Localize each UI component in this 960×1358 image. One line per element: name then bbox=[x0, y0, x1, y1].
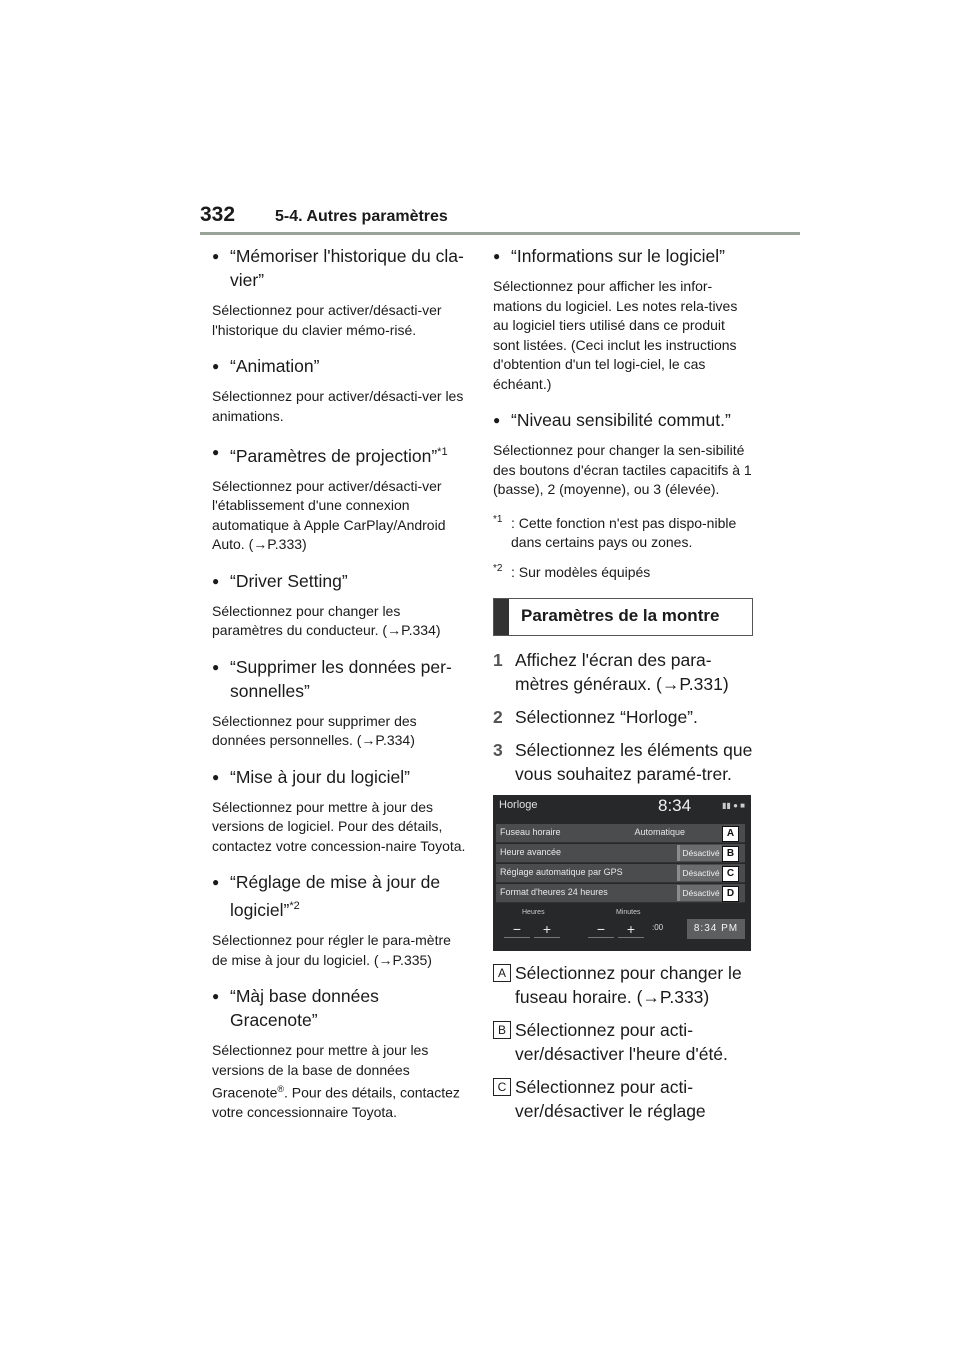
row-24h-format[interactable]: Format d'heures 24 heures Désactivé bbox=[496, 884, 745, 903]
minutes-label: Minutes bbox=[616, 909, 641, 916]
screen-clock: 8:34 bbox=[658, 796, 692, 815]
time-adjust-bar bbox=[496, 909, 748, 949]
footnote: *2 : Sur modèles équipés bbox=[493, 562, 651, 580]
hours-plus-button[interactable]: + bbox=[534, 921, 560, 938]
status-icons: ▮▮ ● ■ bbox=[722, 801, 745, 810]
registered-mark: ® bbox=[277, 1084, 285, 1095]
item-desc: Sélectionnez pour mettre à jour les versions de la base de données Gracenote®. Pour des détails, contactez votre concessionnaire Toyota. bbox=[212, 1042, 460, 1121]
clock-settings-screenshot bbox=[493, 795, 751, 951]
item-desc: Sélectionnez pour changer la sen-sibilité des boutons d'écran tactiles capacitifs à 1 (basse), 2 (moyenne), ou 3 (élevée). bbox=[493, 442, 752, 497]
callout-a: A bbox=[722, 826, 739, 842]
right-column bbox=[493, 244, 753, 1132]
minutes-value: :00 bbox=[652, 923, 664, 932]
item-desc: Sélectionnez pour afficher les infor-mations du logiciel. Les notes rela-tives au logiciel tiers utilisé dans ce produit sont listées. (Ceci inclut les instructions d'obtention d'un tel logi-ciel, le cas échéant.) bbox=[493, 278, 738, 392]
header-rule bbox=[200, 232, 800, 235]
item-title: ● “Supprimer les données per-sonnelles” bbox=[212, 655, 468, 703]
section-heading-box bbox=[493, 598, 753, 636]
callout-b: B bbox=[722, 846, 739, 862]
footnote-ref: *2 bbox=[289, 900, 300, 913]
time-display: 8:34 PM bbox=[687, 919, 745, 939]
item-title: ● “Màj base données Gracenote” bbox=[212, 984, 468, 1032]
minutes-plus-button[interactable]: + bbox=[618, 921, 644, 938]
item-desc: Sélectionnez pour changer les paramètres du conducteur. (→P.334) bbox=[212, 602, 441, 639]
step: 3 Sélectionnez les éléments que vous souhaitez paramé-trer. bbox=[493, 740, 753, 784]
legend-item: B Sélectionnez pour acti-ver/désactiver l'heure d'été. bbox=[493, 1018, 753, 1066]
callout-c: C bbox=[722, 866, 739, 882]
row-daylight-saving[interactable]: Heure avancée Désactivé bbox=[496, 844, 745, 863]
minutes-minus-button[interactable]: − bbox=[588, 921, 614, 938]
legend-item: A Sélectionnez pour changer le fuseau horaire. (→P.333) bbox=[493, 961, 753, 1009]
screen-title: Horloge bbox=[499, 799, 538, 811]
row-gps-auto[interactable]: Réglage automatique par GPS Désactivé bbox=[496, 864, 745, 883]
item-title: ● “Informations sur le logiciel” bbox=[493, 244, 753, 268]
footnote: *1 : Cette fonction n'est pas dispo-nible dans certains pays ou zones. bbox=[493, 513, 737, 550]
item-desc: Sélectionnez pour mettre à jour des versions de logiciel. Pour des détails, contactez votre concession-naire Toyota. bbox=[212, 798, 466, 854]
item-desc: Sélectionnez pour supprimer des données personnelles. (→P.334) bbox=[212, 712, 417, 749]
item-desc: Sélectionnez pour activer/désacti-ver l'établissement d'une connexion automatique à Apple CarPlay/Android Auto. (→P.333) bbox=[212, 477, 446, 553]
callout-d: D bbox=[722, 886, 739, 902]
item-title: ● “Driver Setting” bbox=[212, 569, 468, 593]
item-title: ● “Mise à jour du logiciel” bbox=[212, 765, 468, 789]
item-desc: Sélectionnez pour régler le para-mètre de mise à jour du logiciel. (→P.335) bbox=[212, 932, 451, 968]
step: 2 Sélectionnez “Horloge”. bbox=[493, 707, 698, 727]
step: 1 Affichez l'écran des para-mètres généraux. (→P.331) bbox=[493, 650, 729, 694]
hours-minus-button[interactable]: − bbox=[504, 921, 530, 938]
item-title: ● “Niveau sensibilité commut.” bbox=[493, 408, 753, 432]
item-desc: Sélectionnez pour activer/désacti-ver les animations. bbox=[212, 388, 464, 424]
item-title: ● “Animation” bbox=[212, 354, 468, 378]
legend-item: C Sélectionnez pour acti-ver/désactiver le réglage bbox=[493, 1075, 753, 1123]
item-title: ● “Mémoriser l'historique du cla-vier” bbox=[212, 244, 468, 292]
row-time-zone[interactable]: Fuseau horaire Automatique bbox=[496, 824, 745, 843]
item-title: ● “Réglage de mise à jour de logiciel”$^{*2}$ bbox=[212, 870, 468, 922]
page-number: 332 bbox=[200, 203, 236, 226]
item-desc: Sélectionnez pour activer/désacti-ver l'historique du clavier mémo-risé. bbox=[212, 302, 442, 338]
item-title: ● “Paramètres de projection”$^{*1}$ bbox=[212, 440, 468, 468]
hours-label: Heures bbox=[522, 909, 545, 916]
section-title: 5-4. Autres paramètres bbox=[275, 208, 448, 225]
section-heading: Paramètres de la montre bbox=[521, 606, 720, 625]
left-column bbox=[212, 244, 468, 1137]
heading-bar bbox=[494, 599, 509, 635]
footnote-ref: *1 bbox=[437, 446, 448, 458]
